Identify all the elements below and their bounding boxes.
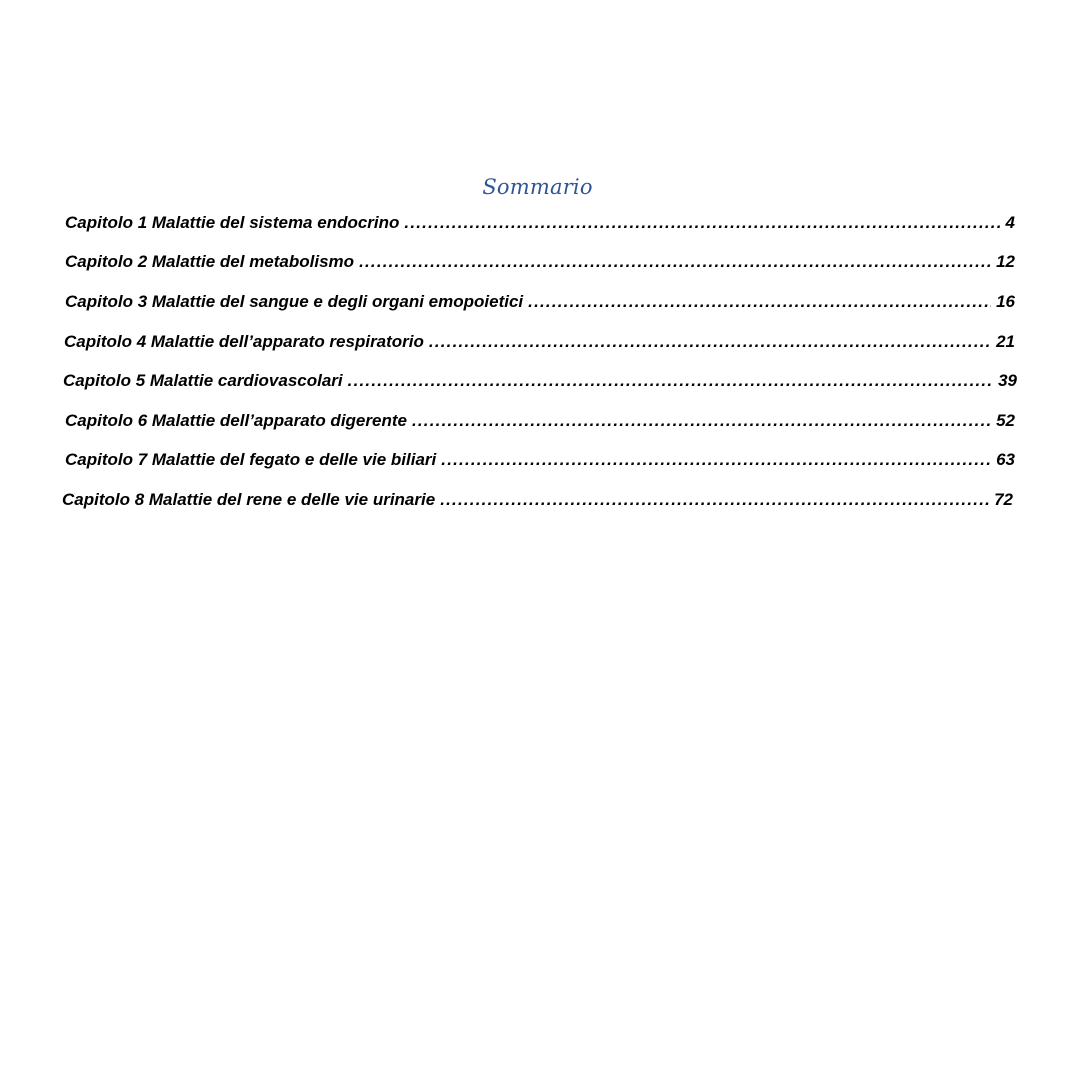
toc-entry-label: Capitolo 2 Malattie del metabolismo <box>65 252 355 271</box>
toc-entry-label: Capitolo 5 Malattie cardiovascolari <box>63 371 343 390</box>
toc-entry-chapter-5[interactable] <box>63 369 1017 393</box>
toc-entry-label: Capitolo 1 Malattie del sistema endocrino <box>65 213 400 232</box>
toc-dot-leader <box>348 369 993 393</box>
toc-dot-leader <box>441 448 991 472</box>
toc-entry-chapter-1[interactable] <box>65 211 1015 235</box>
toc-entry-page-number: 21 <box>996 332 1015 351</box>
toc-entry-page-number: 63 <box>996 450 1015 469</box>
toc-entry-chapter-3[interactable] <box>65 290 1015 314</box>
toc-entry-page-number: 72 <box>994 490 1013 509</box>
toc-entry-page-number: 16 <box>996 292 1015 311</box>
toc-entry-chapter-6[interactable] <box>65 409 1015 433</box>
toc-entry-label: Capitolo 7 Malattie del fegato e delle vie biliari <box>65 450 437 469</box>
toc-entry-chapter-4[interactable] <box>64 330 1015 354</box>
toc-entry-chapter-7[interactable] <box>65 448 1015 472</box>
toc-entry-label: Capitolo 8 Malattie del rene e delle vie urinarie <box>62 490 436 509</box>
toc-entry-label: Capitolo 6 Malattie dell’apparato digerente <box>65 411 407 430</box>
toc-entry-page-number: 4 <box>1005 213 1015 232</box>
toc-entry-chapter-2[interactable] <box>65 250 1015 274</box>
toc-dot-leader <box>404 211 1000 235</box>
toc-entry-page-number: 52 <box>996 411 1015 430</box>
toc-dot-leader <box>412 409 991 433</box>
toc-entry-label: Capitolo 4 Malattie dell’apparato respiratorio <box>64 332 424 351</box>
toc-dot-leader <box>528 290 991 314</box>
toc-dot-leader <box>359 250 991 274</box>
toc-entry-label: Capitolo 3 Malattie del sangue e degli organi emopoietici <box>65 292 524 311</box>
toc-dot-leader <box>429 330 991 354</box>
toc-entry-page-number: 39 <box>998 371 1017 390</box>
toc-title: Sommario <box>482 175 593 199</box>
toc-dot-leader <box>440 488 989 512</box>
toc-entry-chapter-8[interactable] <box>62 488 1013 512</box>
toc-entry-page-number: 12 <box>996 252 1015 271</box>
